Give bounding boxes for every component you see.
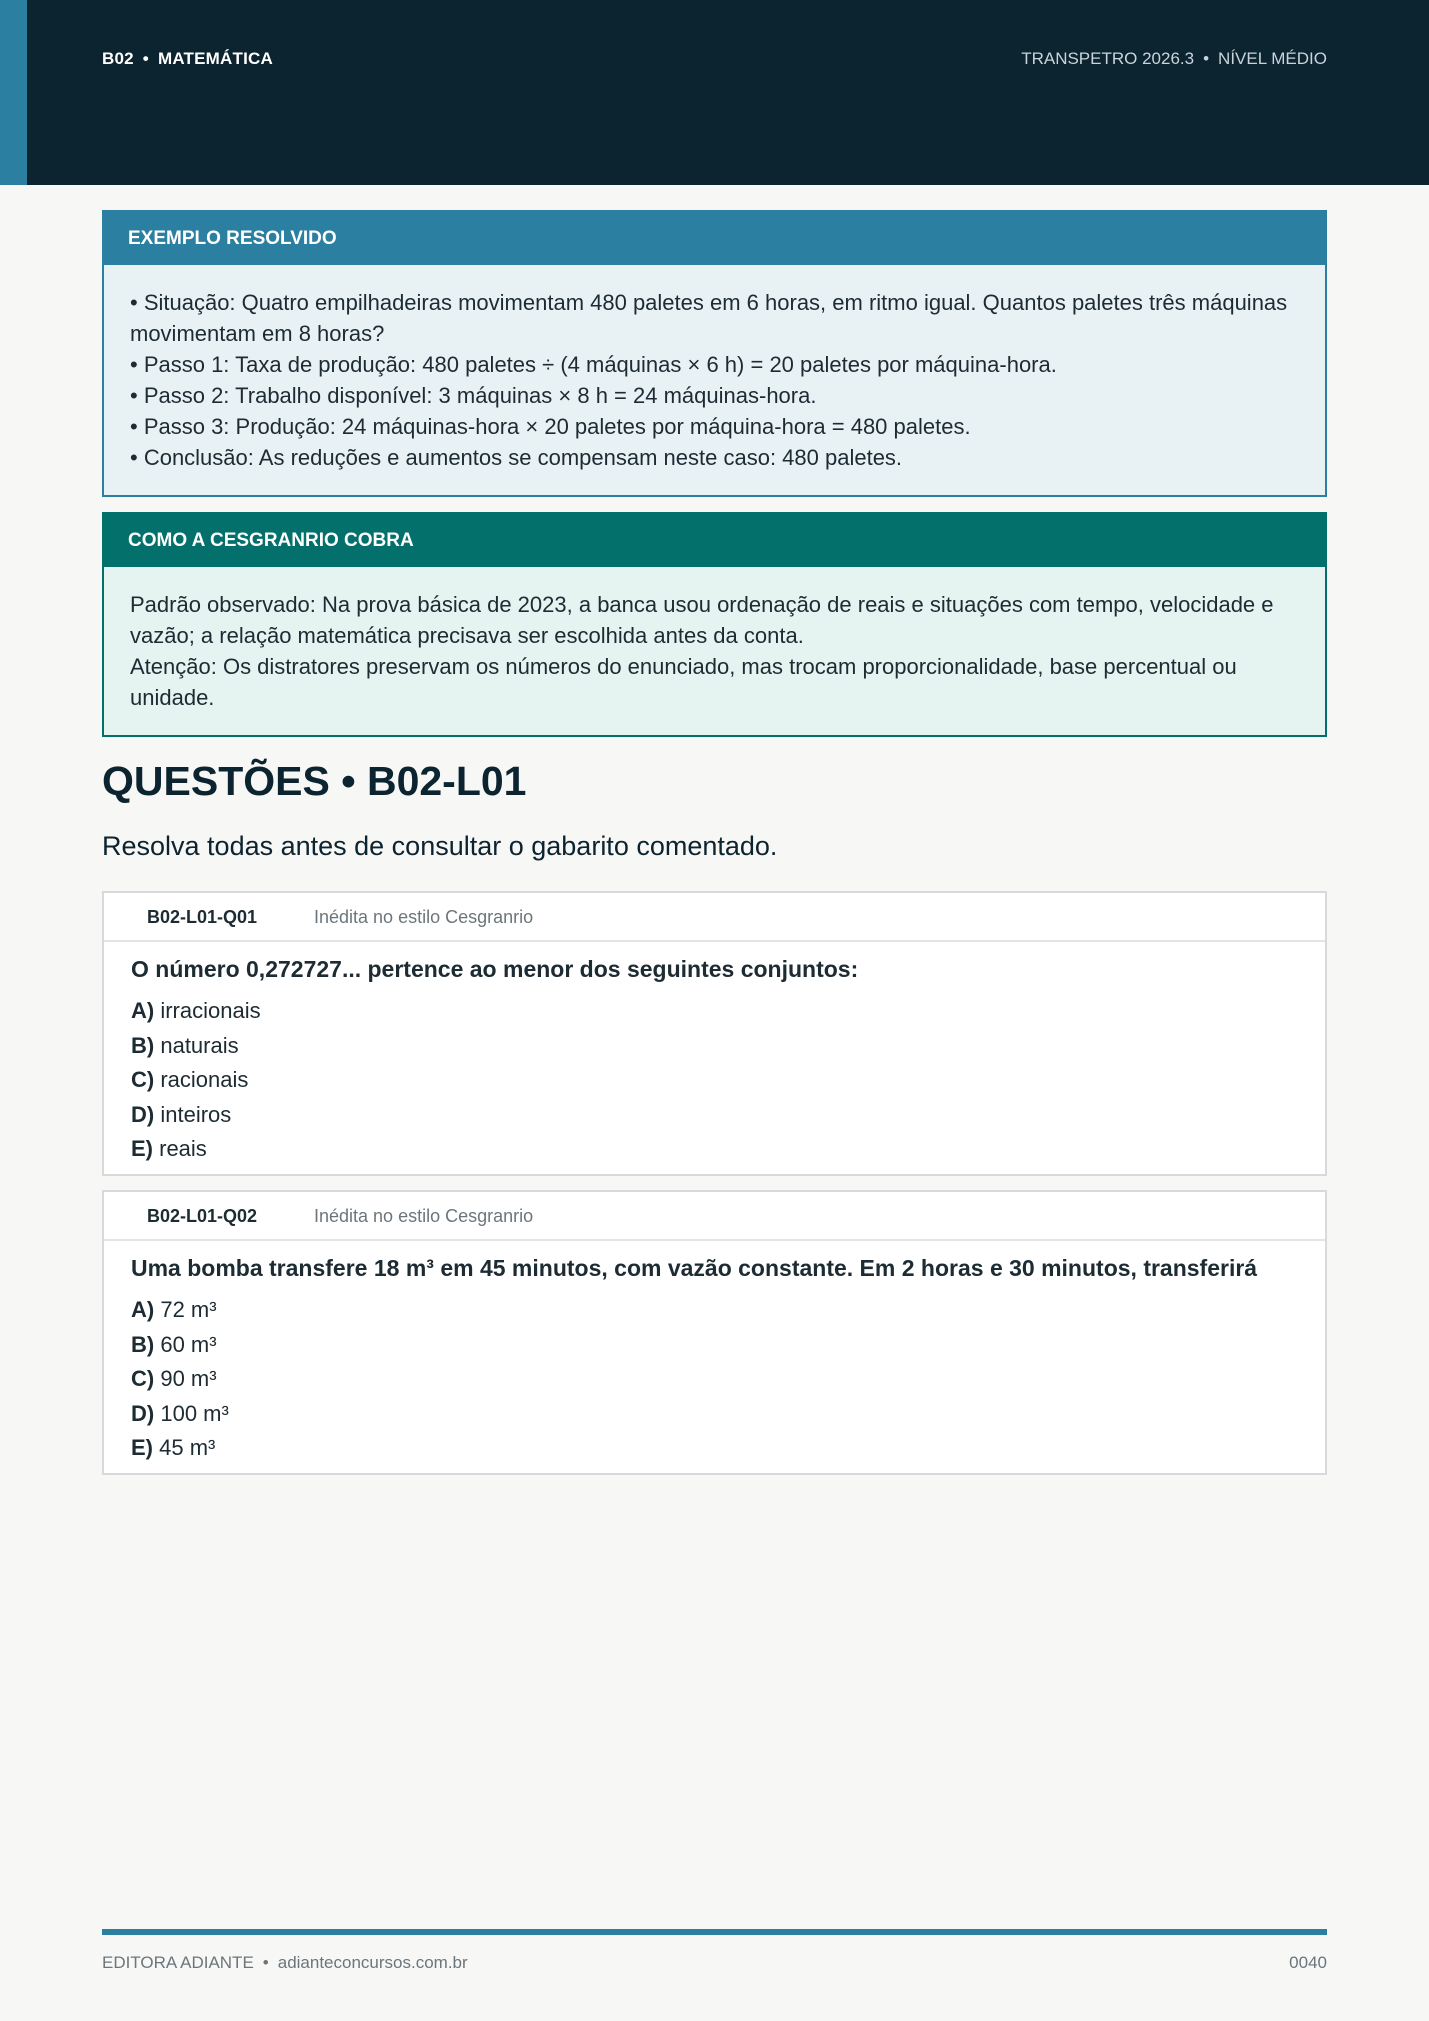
example-line: • Conclusão: As reduções e aumentos se compensam neste caso: 480 paletes. (130, 445, 903, 470)
page-header (0, 0, 1429, 185)
option-text: racionais (160, 1067, 249, 1092)
cesgranrio-body (104, 567, 1325, 735)
option-text: inteiros (160, 1101, 232, 1127)
question-header (104, 1192, 1325, 1241)
option-letter: C) (131, 1366, 155, 1391)
option-b[interactable] (131, 1029, 1325, 1064)
header-exam (1021, 49, 1327, 69)
question-id: B02-L01-Q01 (147, 907, 258, 927)
question-tag: Inédita no estilo Cesgranrio (314, 907, 534, 927)
option-d[interactable] (131, 1397, 1325, 1432)
cesgranrio-line: Atenção: Os distratores preservam os números do enunciado, mas trocam proporcionalidade, base percentual ou unidade. (130, 654, 1237, 710)
section-title: QUESTÕES • B02-L01 (102, 758, 527, 804)
question-id: B02-L01-Q02 (147, 1206, 258, 1226)
publisher-name: EDITORA ADIANTE (102, 1953, 254, 1972)
option-c[interactable] (131, 1063, 1325, 1098)
option-text: 90 m³ (160, 1366, 217, 1391)
options-list (131, 994, 1325, 1167)
option-a[interactable] (131, 1293, 1325, 1328)
option-a[interactable] (131, 994, 1325, 1029)
question-text: O número 0,272727... pertence ao menor dos seguintes conjuntos: (131, 956, 859, 982)
option-d[interactable] (131, 1098, 1325, 1133)
option-letter: B) (131, 1032, 155, 1058)
option-text: 45 m³ (159, 1435, 216, 1460)
option-text: 72 m³ (160, 1297, 217, 1322)
option-letter: A) (131, 1297, 155, 1322)
option-b[interactable] (131, 1328, 1325, 1363)
separator: • (262, 1953, 269, 1972)
header-accent-bar (0, 0, 27, 185)
option-e[interactable] (131, 1431, 1325, 1466)
example-line: • Situação: Quatro empilhadeiras movimentam 480 paletes em 6 horas, em ritmo igual. Quantos paletes três máquinas movimentam em 8 horas? (130, 290, 1288, 346)
separator: • (142, 49, 149, 68)
options-list (131, 1293, 1325, 1466)
example-line: • Passo 1: Taxa de produção: 480 paletes ÷ (4 máquinas × 6 h) = 20 paletes por máquina-hora. (130, 352, 1057, 377)
question-card (102, 1190, 1327, 1475)
solved-example-box (102, 210, 1327, 497)
footer-rule (102, 1929, 1327, 1935)
exam-level: NÍVEL MÉDIO (1218, 49, 1327, 68)
example-line: • Passo 2: Trabalho disponível: 3 máquinas × 8 h = 24 máquinas-hora. (130, 383, 817, 408)
option-letter: D) (131, 1400, 155, 1426)
option-text: 60 m³ (160, 1331, 217, 1357)
header-subject (102, 49, 273, 69)
option-text: 100 m³ (160, 1400, 229, 1426)
option-text: irracionais (160, 998, 261, 1023)
option-text: reais (159, 1136, 207, 1161)
question-tag: Inédita no estilo Cesgranrio (314, 1206, 534, 1226)
cesgranrio-box (102, 512, 1327, 737)
exam-name: TRANSPETRO 2026.3 (1021, 49, 1195, 68)
solved-example-title: EXEMPLO RESOLVIDO (104, 212, 1325, 265)
solved-example-body (104, 265, 1325, 495)
option-letter: E) (131, 1435, 153, 1460)
cesgranrio-title: COMO A CESGRANRIO COBRA (104, 514, 1325, 567)
option-letter: B) (131, 1331, 155, 1357)
subject-name: MATEMÁTICA (157, 49, 273, 68)
question-card (102, 891, 1327, 1176)
option-c[interactable] (131, 1362, 1325, 1397)
footer-publisher (102, 1953, 468, 1973)
publisher-site: adianteconcursos.com.br (277, 1953, 468, 1972)
question-header (104, 893, 1325, 942)
option-letter: D) (131, 1101, 155, 1127)
option-text: naturais (160, 1032, 239, 1058)
option-letter: A) (131, 998, 155, 1023)
option-letter: E) (131, 1136, 153, 1161)
page-number: 0040 (1289, 1953, 1327, 1972)
question-text: Uma bomba transfere 18 m³ em 45 minutos, com vazão constante. Em 2 horas e 30 minutos, transferirá (131, 1255, 1258, 1281)
separator: • (1203, 49, 1210, 68)
option-e[interactable] (131, 1132, 1325, 1167)
cesgranrio-line: Padrão observado: Na prova básica de 2023, a banca usou ordenação de reais e situações com tempo, velocidade e vazão; a relação matemática precisava ser escolhida antes da conta. (130, 592, 1274, 648)
section-subtitle: Resolva todas antes de consultar o gabarito comentado. (102, 831, 778, 861)
block-code: B02 (102, 49, 134, 68)
example-line: • Passo 3: Produção: 24 máquinas-hora × 20 paletes por máquina-hora = 480 paletes. (130, 414, 971, 439)
option-letter: C) (131, 1067, 155, 1092)
